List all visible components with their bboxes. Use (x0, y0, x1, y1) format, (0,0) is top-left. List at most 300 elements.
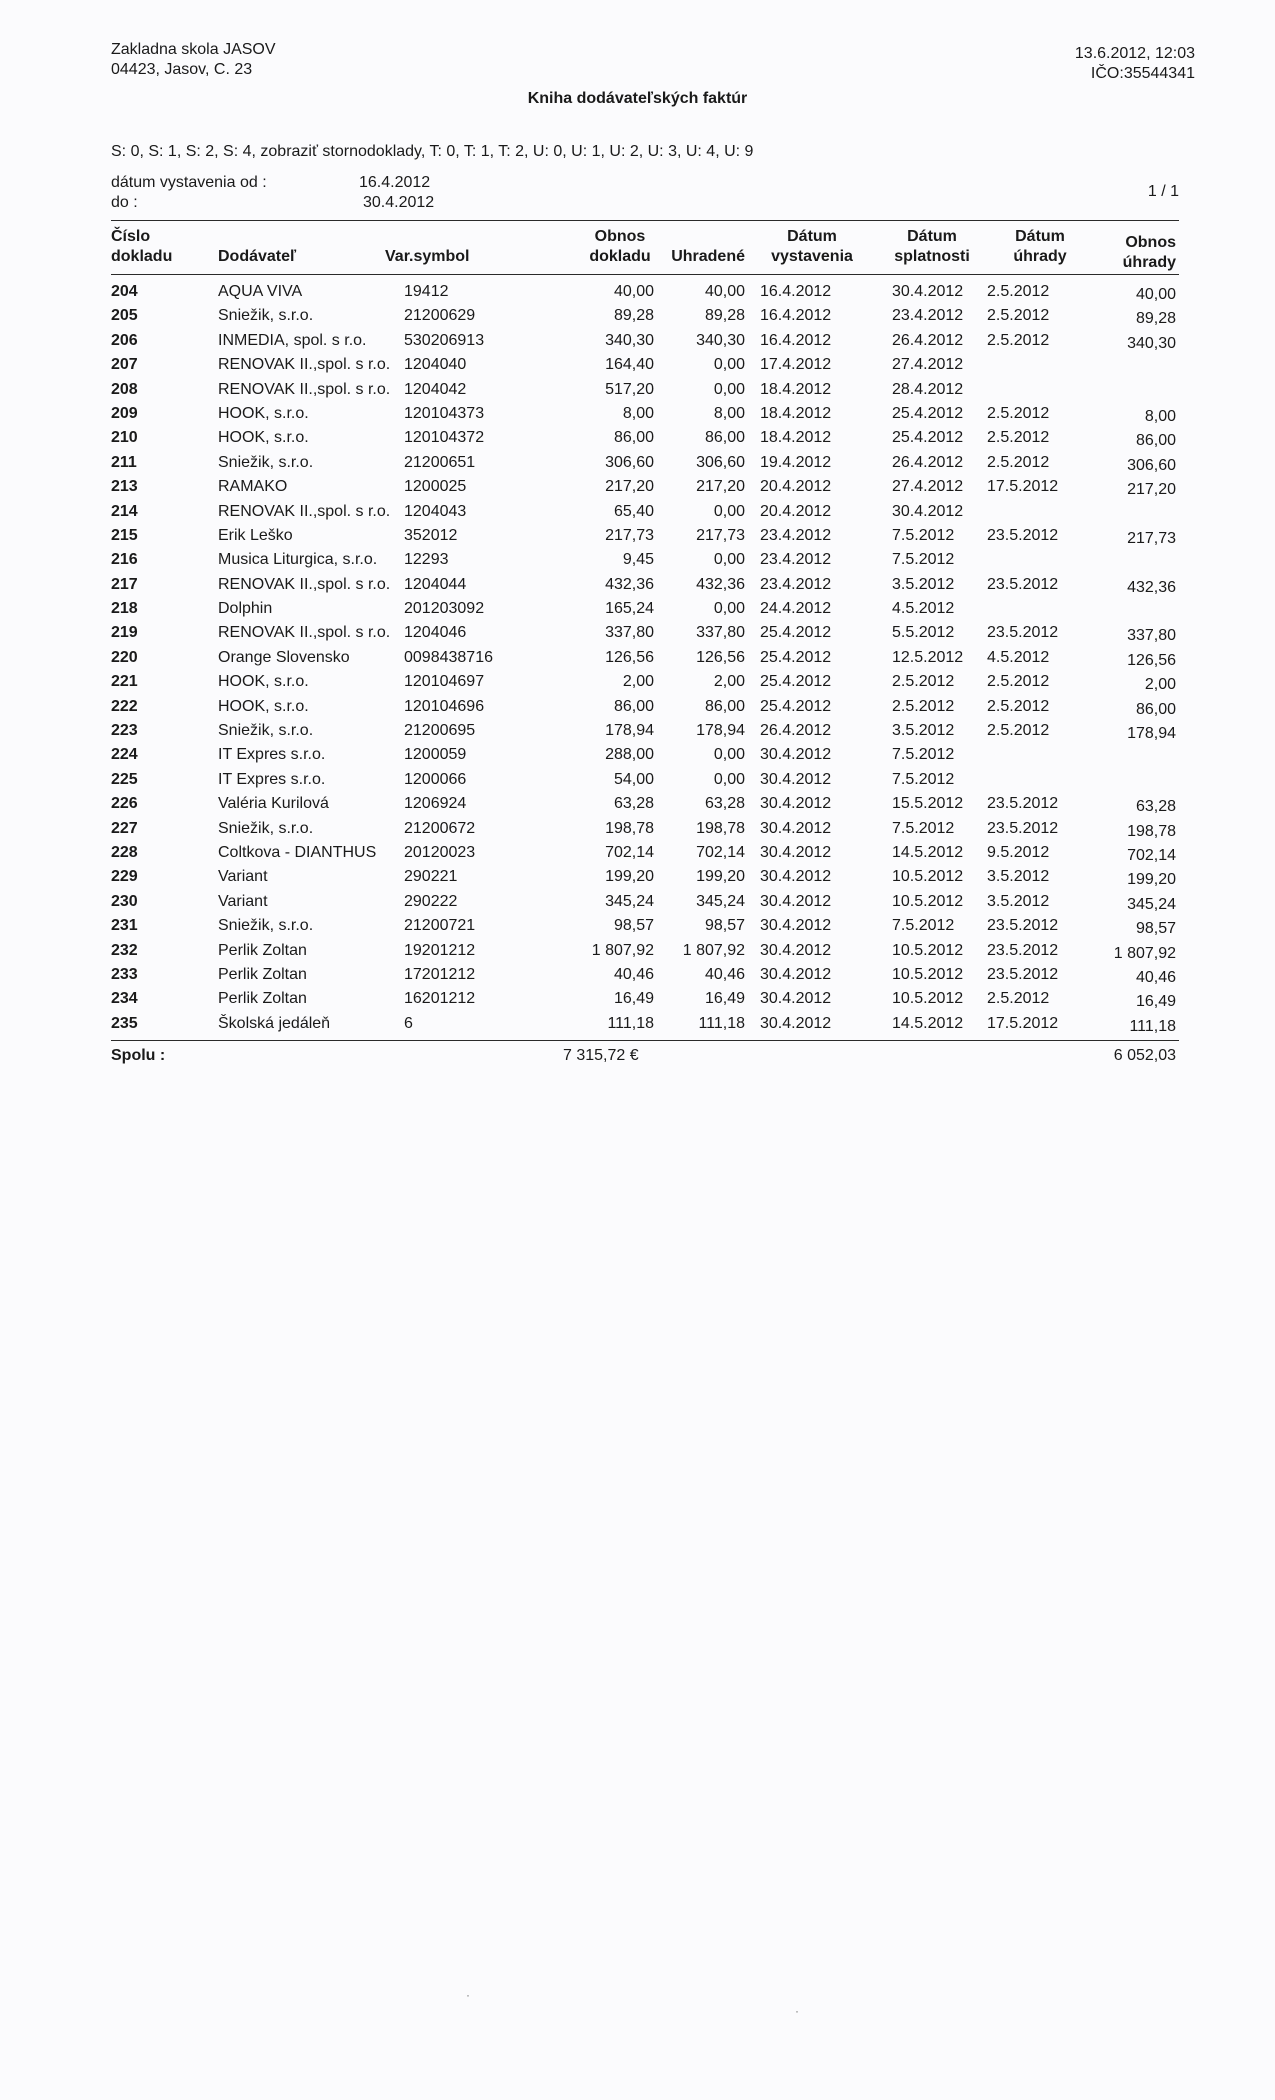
invoice-amount: 288,00 (605, 746, 654, 764)
issue-date: 30.4.2012 (760, 746, 832, 764)
due-date: 3.5.2012 (892, 722, 955, 740)
supplier: Sniežik, s.r.o. (218, 917, 314, 935)
table-row (0, 453, 1275, 477)
issue-date: 30.4.2012 (760, 819, 832, 837)
col-obnos-dokladu: Obnos dokladu (589, 228, 651, 265)
payment-date: 17.5.2012 (987, 1014, 1059, 1032)
paid-amount: 1 807,92 (682, 941, 745, 959)
school-info (111, 40, 276, 80)
issue-date: 30.4.2012 (760, 868, 832, 886)
invoice-number: 227 (111, 819, 138, 837)
invoice-amount: 164,40 (605, 356, 654, 374)
payment-date: 23.5.2012 (987, 575, 1059, 593)
date-to-label: do : (111, 194, 138, 211)
invoice-number: 208 (111, 380, 138, 398)
invoice-number: 221 (111, 673, 138, 691)
paid-total: 89,28 (1135, 310, 1176, 328)
issue-date: 18.4.2012 (760, 404, 832, 422)
ico-number: IČO:35544341 (1090, 65, 1195, 82)
issue-date: 25.4.2012 (760, 697, 832, 715)
variable-symbol: 290222 (404, 892, 458, 910)
invoice-number: 233 (111, 965, 138, 983)
payment-date: 23.5.2012 (987, 795, 1059, 813)
invoice-amount: 198,78 (605, 819, 654, 837)
variable-symbol: 0098438716 (404, 648, 493, 666)
due-date: 25.4.2012 (892, 404, 964, 422)
supplier: Sniežik, s.r.o. (218, 307, 314, 325)
supplier: Coltkova - DIANTHUS (218, 843, 377, 861)
col-varsymbol: Var.symbol (385, 248, 470, 265)
invoice-amount: 98,57 (613, 917, 654, 935)
invoice-amount: 345,24 (605, 892, 654, 910)
due-date: 12.5.2012 (892, 648, 964, 666)
invoice-amount: 165,24 (605, 600, 654, 618)
invoice-amount: 702,14 (605, 843, 654, 861)
invoice-amount: 111,18 (607, 1014, 654, 1032)
variable-symbol: 1200025 (404, 478, 467, 496)
supplier: Dolphin (218, 600, 273, 618)
invoice-number: 220 (111, 648, 138, 666)
payment-date: 23.5.2012 (987, 624, 1059, 642)
invoice-amount: 306,60 (605, 453, 654, 471)
variable-symbol: 290221 (404, 868, 458, 886)
variable-symbol: 21200695 (404, 722, 476, 740)
table-row (0, 380, 1275, 404)
supplier: Školská jedáleň (218, 1014, 331, 1032)
due-date: 25.4.2012 (892, 429, 964, 447)
variable-symbol: 12293 (404, 551, 449, 569)
table-row (0, 599, 1275, 623)
variable-symbol: 21200672 (404, 819, 476, 837)
date-from-label: dátum vystavenia od : (111, 174, 267, 191)
supplier: INMEDIA, spol. s r.o. (218, 331, 367, 349)
supplier: RENOVAK II.,spol. s r.o. (218, 502, 391, 520)
supplier: HOOK, s.r.o. (218, 404, 309, 422)
table-row (0, 331, 1275, 355)
table-row (0, 965, 1275, 989)
invoice-amount: 217,73 (605, 526, 654, 544)
variable-symbol: 19201212 (404, 941, 476, 959)
supplier: Sniežik, s.r.o. (218, 453, 314, 471)
paid-amount: 217,20 (696, 478, 745, 496)
table-row (0, 770, 1275, 794)
supplier: Perlik Zoltan (218, 941, 307, 959)
supplier: AQUA VIVA (218, 283, 303, 300)
invoice-number: 215 (111, 526, 138, 544)
table-row (0, 989, 1275, 1013)
header-rule-top (111, 220, 1179, 221)
supplier: IT Expres s.r.o. (218, 770, 326, 788)
invoice-number: 235 (111, 1014, 138, 1032)
print-datetime: 13.6.2012, 12:03 (1074, 45, 1195, 62)
due-date: 10.5.2012 (892, 990, 964, 1008)
paid-amount: 0,00 (713, 770, 745, 788)
payment-date: 2.5.2012 (987, 307, 1050, 325)
payment-date: 2.5.2012 (987, 404, 1050, 422)
payment-date: 2.5.2012 (987, 990, 1050, 1008)
paid-total: 86,00 (1135, 432, 1176, 450)
paid-amount: 40,46 (704, 965, 745, 983)
col-obnos-uhrady: Obnos úhrady (1122, 234, 1176, 271)
supplier: RENOVAK II.,spol. s r.o. (218, 380, 391, 398)
variable-symbol: 1204040 (404, 356, 467, 374)
page-number: 1 / 1 (1147, 183, 1179, 200)
variable-symbol: 21200721 (404, 917, 476, 935)
issue-date: 30.4.2012 (760, 1014, 832, 1032)
paid-amount: 345,24 (696, 892, 745, 910)
supplier: RENOVAK II.,spol. s r.o. (218, 575, 391, 593)
paid-amount: 40,00 (704, 283, 745, 300)
issue-date: 30.4.2012 (760, 917, 832, 935)
paid-amount: 432,36 (696, 575, 745, 593)
invoice-number: 228 (111, 843, 138, 861)
paid-total: 40,46 (1135, 968, 1176, 986)
table-row (0, 282, 1275, 306)
paid-amount: 89,28 (704, 307, 745, 325)
payment-date: 2.5.2012 (987, 453, 1050, 471)
paid-amount: 0,00 (713, 502, 745, 520)
due-date: 2.5.2012 (892, 697, 955, 715)
paid-total: 198,78 (1127, 822, 1176, 840)
header-rule-bottom (111, 274, 1179, 275)
payment-date: 23.5.2012 (987, 526, 1059, 544)
paid-amount: 16,49 (704, 990, 745, 1008)
due-date: 23.4.2012 (892, 307, 964, 325)
paid-amount: 0,00 (713, 356, 745, 374)
table-row (0, 794, 1275, 818)
invoice-amount: 54,00 (613, 770, 654, 788)
paid-total: 432,36 (1127, 578, 1176, 596)
invoice-amount: 65,40 (613, 502, 654, 520)
issue-date: 17.4.2012 (760, 356, 832, 374)
invoice-number: 217 (111, 575, 138, 593)
variable-symbol: 120104372 (404, 429, 485, 447)
invoice-amount: 217,20 (605, 478, 654, 496)
total-amount: 7 315,72 € (563, 1047, 639, 1064)
due-date: 14.5.2012 (892, 1014, 964, 1032)
issue-date: 25.4.2012 (760, 624, 832, 642)
col-datum-splatnosti: Dátum splatnosti (894, 228, 970, 265)
date-from-value: 16.4.2012 (359, 174, 431, 191)
variable-symbol: 120104697 (404, 673, 485, 691)
due-date: 26.4.2012 (892, 331, 964, 349)
issue-date: 25.4.2012 (760, 673, 832, 691)
invoice-number: 214 (111, 502, 138, 520)
table-row (0, 550, 1275, 574)
payment-date: 23.5.2012 (987, 941, 1059, 959)
table-row (0, 575, 1275, 599)
issue-date: 23.4.2012 (760, 575, 832, 593)
supplier: Variant (218, 892, 268, 910)
paid-amount: 199,20 (696, 868, 745, 886)
variable-symbol: 21200651 (404, 453, 476, 471)
paid-total: 178,94 (1127, 725, 1176, 743)
due-date: 7.5.2012 (892, 526, 955, 544)
paid-amount: 702,14 (696, 843, 745, 861)
invoice-number: 209 (111, 404, 138, 422)
due-date: 26.4.2012 (892, 453, 964, 471)
table-row (0, 502, 1275, 526)
invoice-number: 223 (111, 722, 138, 740)
invoice-number: 210 (111, 429, 138, 447)
invoice-number: 213 (111, 478, 138, 496)
invoice-amount: 63,28 (613, 795, 654, 813)
payment-date: 2.5.2012 (987, 673, 1050, 691)
invoice-amount: 199,20 (605, 868, 654, 886)
variable-symbol: 1204046 (404, 624, 467, 642)
supplier: RAMAKO (218, 478, 288, 496)
issue-date: 16.4.2012 (760, 283, 832, 300)
variable-symbol: 20120023 (404, 843, 476, 861)
variable-symbol: 6 (404, 1014, 413, 1032)
due-date: 30.4.2012 (892, 502, 964, 520)
table-row (0, 867, 1275, 891)
paid-total: 2,00 (1144, 676, 1176, 694)
variable-symbol: 120104696 (404, 697, 485, 715)
paid-total: 217,20 (1127, 481, 1176, 499)
paid-amount: 63,28 (704, 795, 745, 813)
due-date: 27.4.2012 (892, 356, 964, 374)
payment-date: 2.5.2012 (987, 722, 1050, 740)
variable-symbol: 201203092 (404, 600, 485, 618)
paid-amount: 98,57 (704, 917, 745, 935)
due-date: 7.5.2012 (892, 819, 955, 837)
variable-symbol: 1200059 (404, 746, 467, 764)
due-date: 4.5.2012 (892, 600, 955, 618)
total-label: Spolu : (111, 1047, 166, 1064)
col-cislo: Číslo dokladu (111, 228, 173, 265)
paid-total: 345,24 (1127, 895, 1176, 913)
variable-symbol: 1204042 (404, 380, 467, 398)
supplier: Valéria Kurilová (218, 795, 329, 813)
issue-date: 19.4.2012 (760, 453, 832, 471)
due-date: 7.5.2012 (892, 770, 955, 788)
date-to-value: 30.4.2012 (363, 194, 435, 211)
due-date: 5.5.2012 (892, 624, 955, 642)
invoice-number: 234 (111, 990, 138, 1008)
scan-speck: · (795, 2004, 799, 2018)
supplier: HOOK, s.r.o. (218, 429, 309, 447)
due-date: 14.5.2012 (892, 843, 964, 861)
invoice-number: 204 (111, 283, 138, 300)
variable-symbol: 1204043 (404, 502, 467, 520)
table-row (0, 306, 1275, 330)
due-date: 15.5.2012 (892, 795, 964, 813)
due-date: 30.4.2012 (892, 283, 964, 300)
payment-date: 23.5.2012 (987, 819, 1059, 837)
invoice-amount: 8,00 (622, 404, 654, 422)
due-date: 3.5.2012 (892, 575, 955, 593)
invoice-number: 230 (111, 892, 138, 910)
table-row (0, 721, 1275, 745)
supplier: Sniežik, s.r.o. (218, 819, 314, 837)
supplier: Sniežik, s.r.o. (218, 722, 314, 740)
paid-amount: 86,00 (704, 697, 745, 715)
issue-date: 30.4.2012 (760, 795, 832, 813)
paid-amount: 198,78 (696, 819, 745, 837)
total-paid: 6 052,03 (1113, 1047, 1176, 1064)
paid-total: 1 807,92 (1113, 944, 1176, 962)
variable-symbol: 1206924 (404, 795, 467, 813)
supplier: RENOVAK II.,spol. s r.o. (218, 624, 391, 642)
invoice-amount: 178,94 (605, 722, 654, 740)
issue-date: 26.4.2012 (760, 722, 832, 740)
issue-date: 16.4.2012 (760, 307, 832, 325)
paid-total: 126,56 (1127, 651, 1176, 669)
due-date: 7.5.2012 (892, 917, 955, 935)
variable-symbol: 1204044 (404, 575, 467, 593)
supplier: IT Expres s.r.o. (218, 746, 326, 764)
invoice-amount: 126,56 (605, 648, 654, 666)
paid-amount: 111,18 (698, 1014, 745, 1032)
scan-speck: · (466, 1988, 470, 2002)
issue-date: 30.4.2012 (760, 770, 832, 788)
table-row (0, 843, 1275, 867)
due-date: 7.5.2012 (892, 746, 955, 764)
invoice-amount: 40,46 (613, 965, 654, 983)
invoice-amount: 517,20 (605, 380, 654, 398)
table-row (0, 941, 1275, 965)
variable-symbol: 120104373 (404, 404, 485, 422)
payment-date: 2.5.2012 (987, 283, 1050, 300)
invoice-amount: 2,00 (622, 673, 654, 691)
invoice-amount: 337,80 (605, 624, 654, 642)
invoice-table (0, 282, 1275, 1038)
school-address: 04423, Jasov, C. 23 (111, 61, 253, 78)
col-datum-vystavenia: Dátum vystavenia (771, 228, 853, 265)
invoice-amount: 432,36 (605, 575, 654, 593)
col-uhradene: Uhradené (671, 248, 745, 265)
variable-symbol: 352012 (404, 526, 458, 544)
table-row (0, 819, 1275, 843)
table-row (0, 745, 1275, 769)
table-row (0, 404, 1275, 428)
print-info (1075, 44, 1195, 84)
table-row (0, 648, 1275, 672)
payment-date: 4.5.2012 (987, 648, 1050, 666)
paid-amount: 0,00 (713, 551, 745, 569)
supplier: HOOK, s.r.o. (218, 673, 309, 691)
filter-line: S: 0, S: 1, S: 2, S: 4, zobraziť stornodoklady, T: 0, T: 1, T: 2, U: 0, U: 1, U: 2, U: 3, U: 4, U: 9 (111, 143, 754, 160)
paid-total: 199,20 (1127, 871, 1176, 889)
paid-total: 111,18 (1129, 1017, 1176, 1035)
table-row (0, 1014, 1275, 1038)
payment-date: 17.5.2012 (987, 478, 1059, 496)
paid-total: 337,80 (1127, 627, 1176, 645)
invoice-number: 219 (111, 624, 138, 642)
paid-amount: 306,60 (696, 453, 745, 471)
supplier: HOOK, s.r.o. (218, 697, 309, 715)
paid-total: 340,30 (1127, 334, 1176, 352)
invoice-number: 231 (111, 917, 138, 935)
invoice-number: 211 (111, 453, 137, 471)
supplier: RENOVAK II.,spol. s r.o. (218, 356, 391, 374)
payment-date: 3.5.2012 (987, 868, 1050, 886)
due-date: 27.4.2012 (892, 478, 964, 496)
issue-date: 30.4.2012 (760, 941, 832, 959)
invoice-amount: 340,30 (605, 331, 654, 349)
col-datum-uhrady: Dátum úhrady (1013, 228, 1067, 265)
table-row (0, 428, 1275, 452)
issue-date: 30.4.2012 (760, 990, 832, 1008)
variable-symbol: 21200629 (404, 307, 476, 325)
due-date: 10.5.2012 (892, 965, 964, 983)
col-dodavatel: Dodávateľ (218, 248, 297, 265)
paid-amount: 0,00 (713, 746, 745, 764)
paid-total: 98,57 (1135, 920, 1176, 938)
invoice-number: 224 (111, 746, 138, 764)
supplier: Erik Leško (218, 526, 293, 544)
table-row (0, 623, 1275, 647)
paid-total: 702,14 (1127, 846, 1176, 864)
invoice-number: 222 (111, 697, 138, 715)
variable-symbol: 1200066 (404, 770, 467, 788)
variable-symbol: 530206913 (404, 331, 485, 349)
invoice-amount: 1 807,92 (591, 941, 654, 959)
paid-amount: 126,56 (696, 648, 745, 666)
payment-date: 2.5.2012 (987, 331, 1050, 349)
issue-date: 23.4.2012 (760, 551, 832, 569)
issue-date: 16.4.2012 (760, 331, 832, 349)
issue-date: 23.4.2012 (760, 526, 832, 544)
payment-date: 23.5.2012 (987, 917, 1059, 935)
paid-total: 16,49 (1135, 993, 1176, 1011)
supplier: Perlik Zoltan (218, 990, 307, 1008)
invoice-number: 216 (111, 551, 138, 569)
issue-date: 18.4.2012 (760, 429, 832, 447)
invoice-amount: 40,00 (613, 283, 654, 300)
paid-total: 217,73 (1127, 529, 1176, 547)
issue-date: 18.4.2012 (760, 380, 832, 398)
invoice-amount: 86,00 (613, 429, 654, 447)
payment-date: 9.5.2012 (987, 843, 1050, 861)
due-date: 10.5.2012 (892, 892, 964, 910)
issue-date: 30.4.2012 (760, 843, 832, 861)
paid-amount: 178,94 (696, 722, 745, 740)
paid-amount: 2,00 (713, 673, 745, 691)
due-date: 10.5.2012 (892, 941, 964, 959)
variable-symbol: 17201212 (404, 965, 476, 983)
invoice-amount: 86,00 (613, 697, 654, 715)
document-title: Kniha dodávateľských faktúr (527, 90, 748, 107)
invoice-number: 207 (111, 356, 138, 374)
paid-amount: 86,00 (704, 429, 745, 447)
invoice-amount: 16,49 (613, 990, 654, 1008)
paid-total: 306,60 (1127, 456, 1176, 474)
issue-date: 30.4.2012 (760, 965, 832, 983)
issue-date: 20.4.2012 (760, 502, 832, 520)
invoice-number: 206 (111, 331, 138, 349)
invoice-number: 205 (111, 307, 138, 325)
due-date: 7.5.2012 (892, 551, 955, 569)
table-row (0, 477, 1275, 501)
paid-total: 8,00 (1144, 407, 1176, 425)
invoice-number: 218 (111, 600, 138, 618)
invoice-number: 226 (111, 795, 138, 813)
invoice-amount: 89,28 (613, 307, 654, 325)
issue-date: 24.4.2012 (760, 600, 832, 618)
paid-amount: 217,73 (696, 526, 745, 544)
supplier: Variant (218, 868, 268, 886)
invoice-number: 225 (111, 770, 138, 788)
table-row (0, 526, 1275, 550)
supplier: Musica Liturgica, s.r.o. (218, 551, 378, 569)
invoice-amount: 9,45 (622, 551, 654, 569)
table-row (0, 672, 1275, 696)
due-date: 28.4.2012 (892, 380, 964, 398)
table-row (0, 697, 1275, 721)
payment-date: 2.5.2012 (987, 697, 1050, 715)
